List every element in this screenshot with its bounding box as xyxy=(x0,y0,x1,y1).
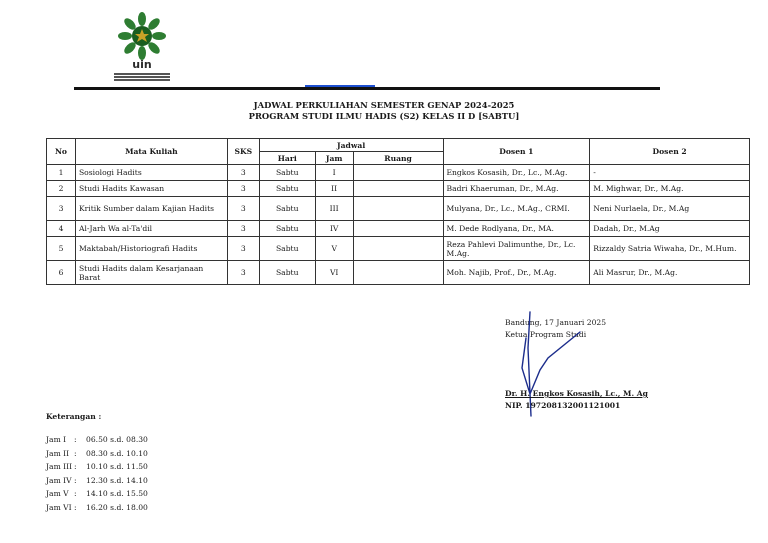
cell-sks: 3 xyxy=(227,197,259,221)
header-ruang: Ruang xyxy=(353,152,443,165)
header-rule xyxy=(74,87,660,90)
time-range: 16.20 s.d. 18.00 xyxy=(86,503,148,512)
cell-jam: IV xyxy=(315,221,353,237)
time-row xyxy=(46,489,148,498)
cell-no: 2 xyxy=(47,181,76,197)
logo-wordmark: uin xyxy=(132,58,152,71)
signer-role: Ketua Program Studi xyxy=(505,330,587,339)
cell-no: 4 xyxy=(47,221,76,237)
header-jam: Jam xyxy=(315,152,353,165)
header-sks: SKS xyxy=(227,139,259,165)
table-row xyxy=(47,237,750,261)
cell-ruang xyxy=(353,197,443,221)
cell-ruang xyxy=(353,237,443,261)
time-row xyxy=(46,449,148,458)
keterangan-title: Keterangan : xyxy=(46,412,102,421)
cell-hari: Sabtu xyxy=(259,221,315,237)
cell-sks: 3 xyxy=(227,221,259,237)
time-label: Jam I xyxy=(46,435,67,444)
time-label: Jam VI xyxy=(46,503,72,512)
time-range: 10.10 s.d. 11.50 xyxy=(86,462,148,471)
cell-hari: Sabtu xyxy=(259,261,315,285)
table-row xyxy=(47,181,750,197)
cell-sks: 3 xyxy=(227,165,259,181)
time-label: Jam IV xyxy=(46,476,72,485)
cell-dosen-1: Reza Pahlevi Dalimunthe, Dr., Lc. M.Ag. xyxy=(443,237,590,261)
cell-no: 5 xyxy=(47,237,76,261)
time-separator: : xyxy=(74,503,77,512)
signer-nip: NIP. 197208132001121001 xyxy=(505,401,621,410)
schedule-table xyxy=(46,138,750,285)
cell-dosen-1: Moh. Najib, Prof., Dr., M.Ag. xyxy=(443,261,590,285)
cell-dosen-2: Ali Masrur, Dr., M.Ag. xyxy=(590,261,750,285)
time-range: 12.30 s.d. 14.10 xyxy=(86,476,148,485)
cell-jam: III xyxy=(315,197,353,221)
document-title: JADWAL PERKULIAHAN SEMESTER GENAP 2024-2025 xyxy=(253,100,515,110)
header-hari: Hari xyxy=(259,152,315,165)
time-range: 14.10 s.d. 15.50 xyxy=(86,489,148,498)
cell-sks: 3 xyxy=(227,261,259,285)
cell-dosen-2: Dadah, Dr., M.Ag xyxy=(590,221,750,237)
cell-hari: Sabtu xyxy=(259,197,315,221)
time-label: Jam V xyxy=(46,489,69,498)
time-row xyxy=(46,435,148,444)
cell-hari: Sabtu xyxy=(259,237,315,261)
table-row xyxy=(47,165,750,181)
signer-name: Dr. H. Engkos Kosasih, Lc., M. Ag xyxy=(505,389,648,398)
time-label: Jam II xyxy=(46,449,70,458)
header-mata-kuliah: Mata Kuliah xyxy=(75,139,227,165)
table-row xyxy=(47,221,750,237)
cell-sks: 3 xyxy=(227,181,259,197)
time-separator: : xyxy=(74,435,77,444)
cell-mata-kuliah: Studi Hadits dalam Kesarjanaan Barat xyxy=(75,261,227,285)
cell-dosen-1: Mulyana, Dr., Lc., M.Ag., CRMI. xyxy=(443,197,590,221)
cell-jam: V xyxy=(315,237,353,261)
time-row xyxy=(46,503,148,512)
header-dosen-2: Dosen 2 xyxy=(590,139,750,165)
time-separator: : xyxy=(74,449,77,458)
place-date: Bandung, 17 Januari 2025 xyxy=(505,318,607,327)
time-separator: : xyxy=(74,489,77,498)
time-row xyxy=(46,476,148,485)
table-row xyxy=(47,261,750,285)
cell-ruang xyxy=(353,181,443,197)
cell-no: 1 xyxy=(47,165,76,181)
time-separator: : xyxy=(74,462,77,471)
cell-dosen-2: Neni Nurlaela, Dr., M.Ag xyxy=(590,197,750,221)
cell-no: 6 xyxy=(47,261,76,285)
cell-ruang xyxy=(353,261,443,285)
cell-ruang xyxy=(353,165,443,181)
cell-dosen-1: Badri Khaeruman, Dr., M.Ag. xyxy=(443,181,590,197)
cell-dosen-1: Engkos Kosasih, Dr., Lc., M.Ag. xyxy=(443,165,590,181)
cell-no: 3 xyxy=(47,197,76,221)
cell-hari: Sabtu xyxy=(259,181,315,197)
time-range: 06.50 s.d. 08.30 xyxy=(86,435,148,444)
cell-dosen-2: M. Mighwar, Dr., M.Ag. xyxy=(590,181,750,197)
time-separator: : xyxy=(74,476,77,485)
time-row xyxy=(46,462,148,471)
cell-dosen-1: M. Dede Rodlyana, Dr., MA. xyxy=(443,221,590,237)
cell-mata-kuliah: Studi Hadits Kawasan xyxy=(75,181,227,197)
time-label: Jam III xyxy=(46,462,73,471)
cell-ruang xyxy=(353,221,443,237)
cell-jam: I xyxy=(315,165,353,181)
header-no: No xyxy=(47,139,76,165)
cell-dosen-2: Rizzaldy Satria Wiwaha, Dr., M.Hum. xyxy=(590,237,750,261)
cell-jam: II xyxy=(315,181,353,197)
cell-mata-kuliah: Sosiologi Hadits xyxy=(75,165,227,181)
header-jadwal: Jadwal xyxy=(259,139,443,152)
document-subtitle: PROGRAM STUDI ILMU HADIS (S2) KELAS II D [SABTU] xyxy=(248,111,520,121)
cell-hari: Sabtu xyxy=(259,165,315,181)
cell-dosen-2: - xyxy=(590,165,750,181)
logo-subtitle xyxy=(112,72,172,82)
cell-jam: VI xyxy=(315,261,353,285)
cell-mata-kuliah: Kritik Sumber dalam Kajian Hadits xyxy=(75,197,227,221)
header-dosen-1: Dosen 1 xyxy=(443,139,590,165)
cell-mata-kuliah: Al-Jarh Wa al-Ta'dil xyxy=(75,221,227,237)
cell-sks: 3 xyxy=(227,237,259,261)
cell-mata-kuliah: Maktabah/Historiografi Hadits xyxy=(75,237,227,261)
time-range: 08.30 s.d. 10.10 xyxy=(86,449,148,458)
table-row xyxy=(47,197,750,221)
